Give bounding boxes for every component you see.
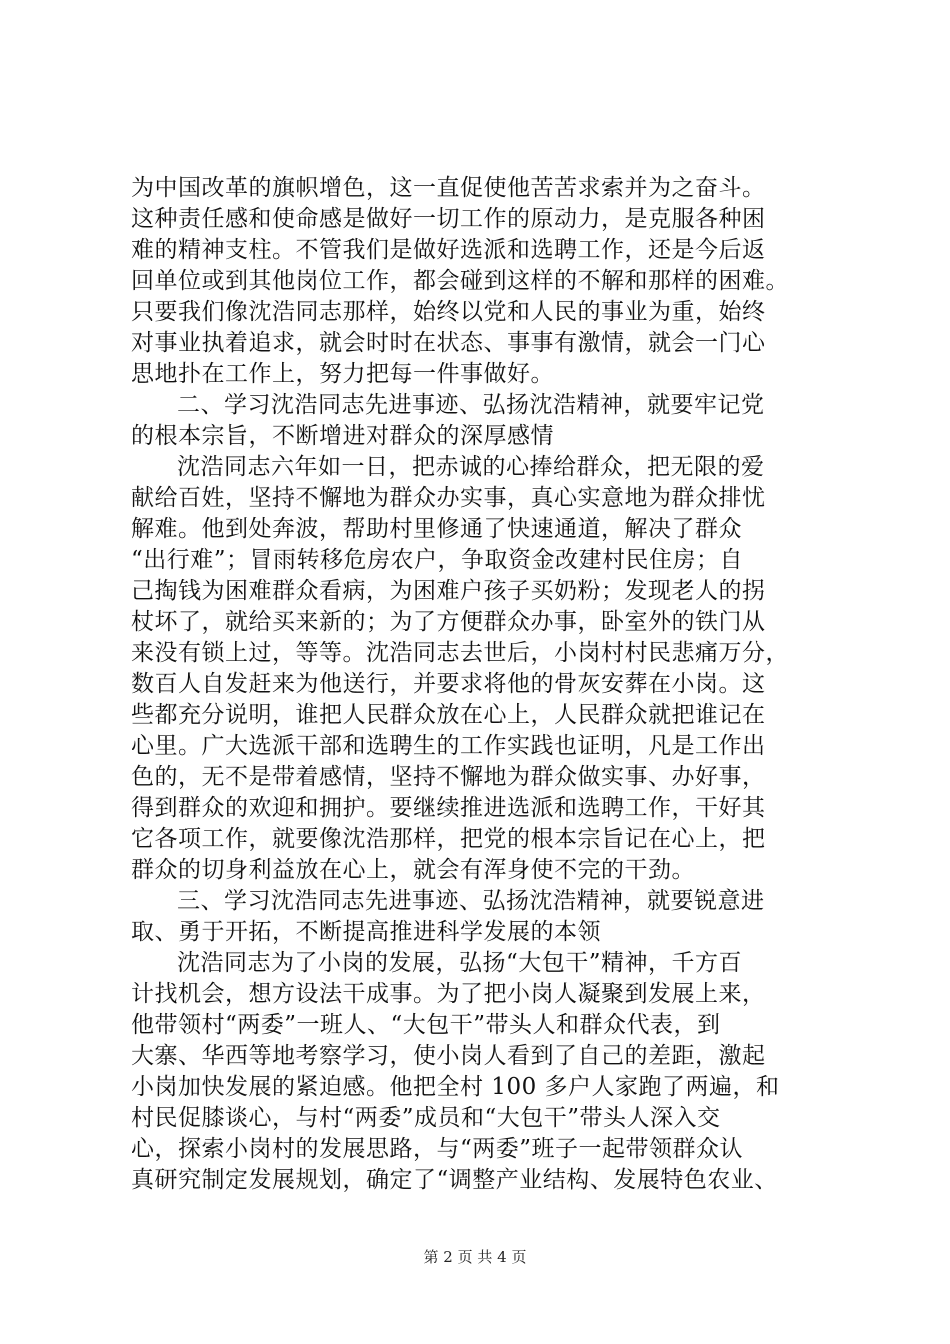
text-line: 他带领村“两委”一班人、“大包干”带头人和群众代表，到 bbox=[131, 1012, 721, 1038]
text-line: 解难。他到处奔波，帮助村里修通了快速通道，解决了群众 bbox=[131, 516, 742, 542]
text-line: 对事业执着追求，就会时时在状态、事事有激情，就会一门心 bbox=[131, 330, 766, 356]
text-line: 群众的切身利益放在心上，就会有浑身使不完的干劲。 bbox=[131, 857, 695, 883]
text-line: 思地扑在工作上，努力把每一件事做好。 bbox=[131, 361, 554, 387]
text-line: 这种责任感和使命感是做好一切工作的原动力，是克服各种困 bbox=[131, 206, 766, 232]
section-heading-line: 二、学习沈浩同志先进事迹、弘扬沈浩精神，就要牢记党 bbox=[177, 392, 765, 418]
text-line: 己掏钱为困难群众看病，为困难户孩子买奶粉；发现老人的拐 bbox=[131, 578, 766, 604]
text-line: 难的精神支柱。不管我们是做好选派和选聘工作，还是今后返 bbox=[131, 237, 766, 263]
text-line: 回单位或到其他岗位工作，都会碰到这样的不解和那样的困难。 bbox=[131, 268, 789, 294]
body-text bbox=[131, 173, 821, 1196]
section-heading-line: 取、勇于开拓，不断提高推进科学发展的本领 bbox=[131, 919, 601, 945]
section-heading-line: 三、学习沈浩同志先进事迹、弘扬沈浩精神，就要锐意进 bbox=[177, 888, 765, 914]
page-number-footer: 第 2 页 共 4 页 bbox=[423, 1248, 527, 1266]
text-line: 真研究制定发展规划，确定了“调整产业结构、发展特色农业、 bbox=[131, 1167, 778, 1193]
text-line: 为中国改革的旗帜增色，这一直促使他苦苦求索并为之奋斗。 bbox=[131, 175, 766, 201]
text-line: 沈浩同志六年如一日，把赤诚的心捧给群众，把无限的爱 bbox=[177, 454, 765, 480]
text-line: 得到群众的欢迎和拥护。要继续推进选派和选聘工作，干好其 bbox=[131, 795, 766, 821]
text-line: 些都充分说明，谁把人民群众放在心上，人民群众就把谁记在 bbox=[131, 702, 766, 728]
text-line: 杖坏了，就给买来新的；为了方便群众办事，卧室外的铁门从 bbox=[131, 609, 766, 635]
text-line: 来没有锁上过，等等。沈浩同志去世后，小岗村村民悲痛万分， bbox=[131, 640, 789, 666]
text-line: 大寨、华西等地考察学习，使小岗人看到了自己的差距，激起 bbox=[131, 1043, 766, 1069]
text-line: 数百人自发赶来为他送行，并要求将他的骨灰安葬在小岗。这 bbox=[131, 671, 766, 697]
text-line: 沈浩同志为了小岗的发展，弘扬“大包干”精神，千方百 bbox=[177, 950, 743, 976]
text-line: “出行难”；冒雨转移危房农户，争取资金改建村民住房；自 bbox=[131, 547, 744, 573]
text-line: 心，探索小岗村的发展思路，与“两委”班子一起带领群众认 bbox=[131, 1136, 744, 1162]
text-line: 色的，无不是带着感情，坚持不懈地为群众做实事、办好事， bbox=[131, 764, 766, 790]
text-line: 村民促膝谈心，与村“两委”成员和“大包干”带头人深入交 bbox=[131, 1105, 721, 1131]
text-line: 心里。广大选派干部和选聘生的工作实践也证明，凡是工作出 bbox=[131, 733, 766, 759]
text-line: 它各项工作，就要像沈浩那样，把党的根本宗旨记在心上，把 bbox=[131, 826, 766, 852]
text-line: 计找机会，想方设法干成事。为了把小岗人凝聚到发展上来， bbox=[131, 981, 766, 1007]
text-line: 只要我们像沈浩同志那样，始终以党和人民的事业为重，始终 bbox=[131, 299, 766, 325]
text-line: 献给百姓，坚持不懈地为群众办实事，真心实意地为群众排忧 bbox=[131, 485, 766, 511]
text-line: 小岗加快发展的紧迫感。他把全村 100 多户人家跑了两遍，和 bbox=[131, 1074, 780, 1100]
section-heading-line: 的根本宗旨，不断增进对群众的深厚感情 bbox=[131, 423, 554, 449]
